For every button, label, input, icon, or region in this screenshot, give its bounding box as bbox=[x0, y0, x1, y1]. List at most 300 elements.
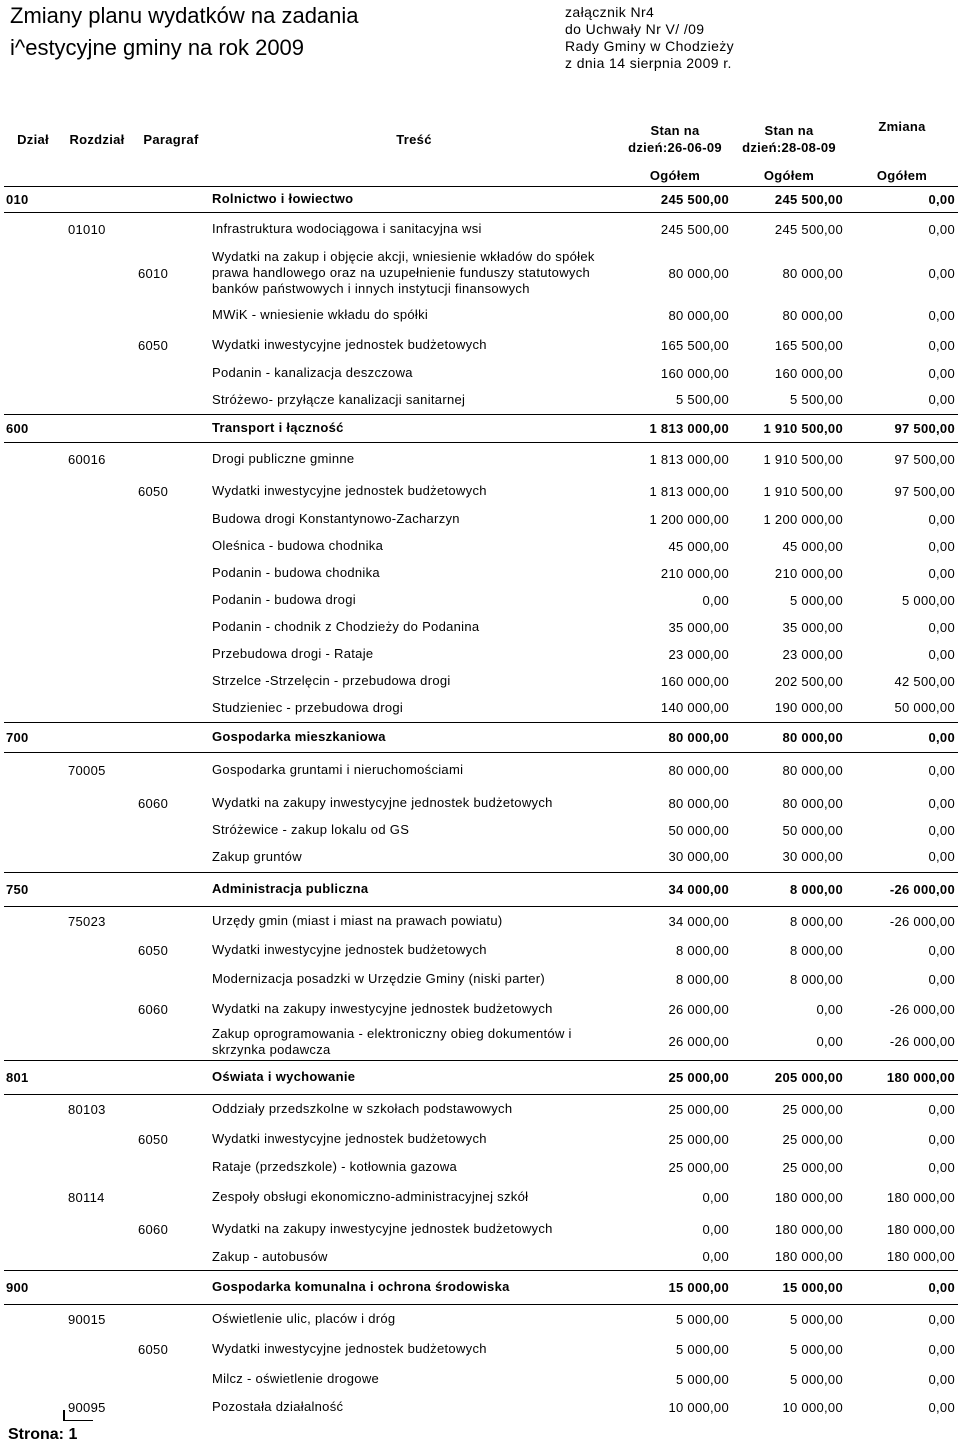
header-stan-2: Stan na dzień:28-08-09 bbox=[742, 123, 836, 155]
cell-stan-1: 160 000,00 bbox=[660, 673, 729, 689]
cell-dzial bbox=[4, 1124, 62, 1154]
cell-stan-2: 165 500,00 bbox=[774, 337, 843, 353]
cell-tresc: Urzędy gmin (miast i miast na prawach powiatu) bbox=[212, 913, 503, 929]
cell-stan-2: 5 000,00 bbox=[789, 1311, 843, 1327]
cell-tresc: Zakup oprogramowania - elektroniczny obieg dokumentów i skrzynka podawcza bbox=[212, 1025, 572, 1057]
cell-tresc: Podanin - budowa drogi bbox=[212, 592, 356, 607]
section-row bbox=[4, 186, 958, 212]
cell-stan-1: 50 000,00 bbox=[668, 822, 729, 838]
cell-tresc: Gospodarka komunalna i ochrona środowiska bbox=[212, 1279, 510, 1294]
cell-rozdzial bbox=[62, 560, 132, 586]
cell-dzial bbox=[4, 442, 62, 476]
cell-stan-2: 15 000,00 bbox=[782, 1279, 843, 1295]
cell-rozdzial bbox=[62, 186, 132, 212]
cell-tresc: Rolnictwo i łowiectwo bbox=[212, 191, 354, 206]
item-row bbox=[4, 694, 958, 722]
cell-paragraf bbox=[132, 640, 210, 668]
cell-paragraf bbox=[132, 586, 210, 614]
section-row bbox=[4, 872, 958, 906]
item-row bbox=[4, 560, 958, 586]
cell-stan-2: 25 000,00 bbox=[782, 1101, 843, 1117]
cell-paragraf: 6060 bbox=[138, 1221, 169, 1237]
cell-dzial bbox=[4, 1394, 62, 1420]
title-line-1: Zmiany planu wydatków na zadania bbox=[10, 3, 359, 28]
cell-stan-2: 160 000,00 bbox=[774, 365, 843, 381]
cell-dzial bbox=[4, 842, 62, 872]
cell-paragraf bbox=[132, 1060, 210, 1094]
cell-paragraf bbox=[132, 442, 210, 476]
cell-paragraf bbox=[132, 694, 210, 722]
cell-rozdzial bbox=[62, 818, 132, 842]
cell-zmiana: 0,00 bbox=[928, 1101, 955, 1117]
cell-stan-1: 5 500,00 bbox=[675, 392, 729, 408]
header-rozdzial: Rozdział bbox=[69, 131, 125, 147]
cell-zmiana: 0,00 bbox=[928, 191, 955, 207]
paragraph-row bbox=[4, 936, 958, 964]
cell-dzial bbox=[4, 1094, 62, 1124]
item-row bbox=[4, 360, 958, 386]
cell-rozdzial: 75023 bbox=[68, 913, 106, 929]
item-row bbox=[4, 1364, 958, 1394]
chapter-row bbox=[4, 1180, 958, 1214]
cell-zmiana: -26 000,00 bbox=[889, 1001, 955, 1017]
cell-dzial bbox=[4, 360, 62, 386]
cell-stan-2: 5 000,00 bbox=[789, 1371, 843, 1387]
cell-dzial bbox=[4, 476, 62, 506]
cell-dzial bbox=[4, 586, 62, 614]
cell-rozdzial bbox=[62, 722, 132, 752]
cell-zmiana: 0,00 bbox=[928, 619, 955, 635]
cell-dzial bbox=[4, 212, 62, 246]
cell-rozdzial bbox=[62, 614, 132, 640]
cell-dzial bbox=[4, 1334, 62, 1364]
section-row bbox=[4, 1060, 958, 1094]
item-row bbox=[4, 964, 958, 994]
cell-paragraf bbox=[132, 1244, 210, 1270]
cell-stan-1: 25 000,00 bbox=[668, 1159, 729, 1175]
expenditure-table bbox=[4, 112, 958, 1420]
cell-rozdzial bbox=[62, 936, 132, 964]
cell-zmiana: 0,00 bbox=[928, 762, 955, 778]
cell-dzial: 900 bbox=[6, 1279, 29, 1295]
cell-tresc: Wydatki inwestycyjne jednostek budżetowych bbox=[212, 483, 487, 498]
cell-stan-1: 34 000,00 bbox=[668, 881, 729, 897]
cell-zmiana: 97 500,00 bbox=[894, 451, 955, 467]
cell-tresc: Wydatki na zakupy inwestycyjne jednostek budżetowych bbox=[212, 795, 553, 810]
cell-rozdzial bbox=[62, 532, 132, 560]
cell-stan-2: 245 500,00 bbox=[774, 221, 843, 237]
paragraph-row bbox=[4, 994, 958, 1024]
cell-zmiana: 0,00 bbox=[928, 1399, 955, 1415]
cell-stan-2: 180 000,00 bbox=[774, 1189, 843, 1205]
cell-tresc: Wydatki inwestycyjne jednostek budżetowych bbox=[212, 942, 487, 957]
item-row bbox=[4, 1154, 958, 1180]
cell-zmiana: 0,00 bbox=[928, 511, 955, 527]
header-tresc: Treść bbox=[396, 131, 432, 147]
cell-tresc: Rataje (przedszkole) - kotłownia gazowa bbox=[212, 1159, 458, 1174]
cell-zmiana: 0,00 bbox=[928, 337, 955, 353]
cell-tresc: Stróżewo- przyłącze kanalizacji sanitarnej bbox=[212, 391, 466, 407]
chapter-row bbox=[4, 752, 958, 788]
cell-paragraf bbox=[132, 818, 210, 842]
cell-stan-2: 1 200 000,00 bbox=[763, 511, 843, 527]
paragraph-row bbox=[4, 476, 958, 506]
cell-tresc: Podanin - chodnik z Chodzieży do Podanina bbox=[212, 619, 480, 634]
cell-tresc: Modernizacja posadzki w Urzędzie Gminy (niski parter) bbox=[212, 971, 546, 986]
cell-stan-1: 5 000,00 bbox=[675, 1371, 729, 1387]
item-row bbox=[4, 586, 958, 614]
cell-paragraf bbox=[132, 1304, 210, 1334]
cell-paragraf: 6050 bbox=[138, 337, 169, 353]
chapter-row bbox=[4, 1394, 958, 1420]
cell-rozdzial bbox=[62, 668, 132, 694]
cell-rozdzial bbox=[62, 964, 132, 994]
cell-paragraf bbox=[132, 1024, 210, 1060]
cell-stan-1: 80 000,00 bbox=[668, 795, 729, 811]
cell-tresc: Podanin - kanalizacja deszczowa bbox=[212, 365, 413, 380]
cell-dzial: 750 bbox=[6, 881, 29, 897]
cell-rozdzial bbox=[62, 872, 132, 906]
cell-paragraf bbox=[132, 1270, 210, 1304]
cell-tresc: Drogi publiczne gminne bbox=[212, 451, 355, 467]
chapter-row bbox=[4, 442, 958, 476]
cell-zmiana: 0,00 bbox=[928, 971, 955, 987]
cell-tresc: Wydatki na zakupy inwestycyjne jednostek budżetowych bbox=[212, 1221, 553, 1236]
cell-stan-2: 180 000,00 bbox=[774, 1221, 843, 1237]
section-row bbox=[4, 722, 958, 752]
cell-stan-1: 0,00 bbox=[702, 1189, 729, 1205]
cell-tresc: Zakup gruntów bbox=[212, 848, 302, 864]
cell-stan-1: 8 000,00 bbox=[675, 971, 729, 987]
cell-rozdzial: 90015 bbox=[68, 1311, 106, 1327]
cell-rozdzial bbox=[62, 1270, 132, 1304]
header-ogolem: Ogółem bbox=[649, 168, 701, 184]
cell-stan-1: 26 000,00 bbox=[668, 1034, 729, 1050]
cell-dzial bbox=[4, 818, 62, 842]
cell-stan-1: 140 000,00 bbox=[660, 700, 729, 716]
cell-dzial bbox=[4, 788, 62, 818]
annex-line: z dnia 14 sierpnia 2009 r. bbox=[565, 55, 732, 71]
cell-stan-1: 245 500,00 bbox=[660, 221, 729, 237]
cell-rozdzial bbox=[62, 1334, 132, 1364]
cell-zmiana: 50 000,00 bbox=[894, 700, 955, 716]
cell-paragraf bbox=[132, 1094, 210, 1124]
cell-zmiana: 5 000,00 bbox=[901, 592, 955, 608]
table-body bbox=[4, 186, 958, 1420]
cell-dzial bbox=[4, 640, 62, 668]
paragraph-row bbox=[4, 1124, 958, 1154]
cell-paragraf bbox=[132, 560, 210, 586]
cell-rozdzial bbox=[62, 414, 132, 442]
cell-zmiana: 180 000,00 bbox=[886, 1189, 955, 1205]
cell-stan-1: 25 000,00 bbox=[668, 1131, 729, 1147]
item-row bbox=[4, 386, 958, 414]
cell-stan-2: 8 000,00 bbox=[789, 881, 843, 897]
cell-zmiana: 0,00 bbox=[928, 1341, 955, 1357]
cell-rozdzial bbox=[62, 386, 132, 414]
cell-zmiana: 42 500,00 bbox=[894, 673, 955, 689]
item-row bbox=[4, 614, 958, 640]
cell-zmiana: 180 000,00 bbox=[886, 1221, 955, 1237]
cell-tresc: Wydatki inwestycyjne jednostek budżetowych bbox=[212, 337, 487, 352]
cell-stan-1: 80 000,00 bbox=[668, 265, 729, 281]
cell-dzial bbox=[4, 330, 62, 360]
cell-tresc: Podanin - budowa chodnika bbox=[212, 565, 380, 580]
annex-line: Rady Gminy w Chodzieży bbox=[565, 38, 735, 54]
cell-zmiana: 0,00 bbox=[928, 538, 955, 554]
cell-zmiana: 0,00 bbox=[928, 221, 955, 237]
cell-paragraf bbox=[132, 300, 210, 330]
cell-stan-2: 80 000,00 bbox=[782, 762, 843, 778]
item-row bbox=[4, 842, 958, 872]
header-ogolem: Ogółem bbox=[763, 168, 815, 184]
cell-stan-1: 26 000,00 bbox=[668, 1001, 729, 1017]
chapter-row bbox=[4, 1094, 958, 1124]
header-zmiana: Zmiana bbox=[878, 119, 926, 134]
cell-tresc: Oświetlenie ulic, placów i dróg bbox=[212, 1311, 396, 1327]
cell-zmiana: 0,00 bbox=[928, 1159, 955, 1175]
item-row bbox=[4, 640, 958, 668]
cell-dzial bbox=[4, 300, 62, 330]
cell-paragraf bbox=[132, 506, 210, 532]
cell-stan-1: 210 000,00 bbox=[660, 565, 729, 581]
cell-stan-1: 160 000,00 bbox=[660, 365, 729, 381]
cell-dzial: 700 bbox=[6, 729, 29, 745]
cell-zmiana: 0,00 bbox=[928, 646, 955, 662]
paragraph-row bbox=[4, 246, 958, 300]
cell-paragraf: 6060 bbox=[138, 1001, 169, 1017]
cell-zmiana: 0,00 bbox=[928, 942, 955, 958]
cell-zmiana: 0,00 bbox=[928, 392, 955, 408]
cell-stan-1: 23 000,00 bbox=[668, 646, 729, 662]
cell-paragraf bbox=[132, 1180, 210, 1214]
cell-zmiana: 97 500,00 bbox=[894, 483, 955, 499]
cell-stan-2: 80 000,00 bbox=[782, 307, 843, 323]
cell-tresc: Administracja publiczna bbox=[212, 881, 369, 896]
cell-stan-2: 50 000,00 bbox=[782, 822, 843, 838]
cell-stan-2: 1 910 500,00 bbox=[763, 451, 843, 467]
cell-rozdzial: 90095 bbox=[68, 1399, 106, 1415]
cell-stan-1: 165 500,00 bbox=[660, 337, 729, 353]
cell-rozdzial bbox=[62, 1364, 132, 1394]
cell-stan-2: 8 000,00 bbox=[789, 913, 843, 929]
cell-tresc: Infrastruktura wodociągowa i sanitacyjna wsi bbox=[212, 221, 482, 237]
cell-zmiana: 0,00 bbox=[928, 307, 955, 323]
cell-stan-1: 80 000,00 bbox=[668, 307, 729, 323]
cell-rozdzial bbox=[62, 1024, 132, 1060]
table-subheader-row bbox=[4, 166, 958, 186]
cell-rozdzial bbox=[62, 694, 132, 722]
annex-line: do Uchwały Nr V/ /09 bbox=[565, 21, 705, 37]
document-title bbox=[10, 0, 359, 64]
cell-stan-1: 30 000,00 bbox=[668, 849, 729, 865]
cell-paragraf bbox=[132, 1394, 210, 1420]
header-stan-1: Stan na dzień:26-06-09 bbox=[628, 123, 722, 155]
cell-stan-1: 80 000,00 bbox=[668, 729, 729, 745]
cell-stan-2: 202 500,00 bbox=[774, 673, 843, 689]
cell-rozdzial bbox=[62, 640, 132, 668]
cell-stan-1: 1 200 000,00 bbox=[649, 511, 729, 527]
cell-paragraf bbox=[132, 186, 210, 212]
cell-dzial bbox=[4, 506, 62, 532]
cell-zmiana: 180 000,00 bbox=[886, 1069, 955, 1085]
cell-paragraf: 6010 bbox=[138, 265, 169, 281]
cell-stan-1: 5 000,00 bbox=[675, 1341, 729, 1357]
cell-stan-2: 23 000,00 bbox=[782, 646, 843, 662]
cell-stan-2: 5 000,00 bbox=[789, 592, 843, 608]
cell-stan-2: 0,00 bbox=[816, 1001, 843, 1017]
cell-stan-1: 25 000,00 bbox=[668, 1101, 729, 1117]
cell-stan-2: 25 000,00 bbox=[782, 1131, 843, 1147]
cell-paragraf bbox=[132, 614, 210, 640]
cell-dzial bbox=[4, 532, 62, 560]
cell-paragraf: 6050 bbox=[138, 1341, 169, 1357]
cell-stan-1: 5 000,00 bbox=[675, 1311, 729, 1327]
cell-zmiana: 0,00 bbox=[928, 1371, 955, 1387]
cell-rozdzial bbox=[62, 1154, 132, 1180]
cell-paragraf bbox=[132, 964, 210, 994]
cell-dzial bbox=[4, 1180, 62, 1214]
cell-tresc: Zespoły obsługi ekonomiczno-administracyjnej szkół bbox=[212, 1189, 529, 1204]
item-row bbox=[4, 818, 958, 842]
cell-zmiana: 0,00 bbox=[928, 729, 955, 745]
cell-stan-1: 25 000,00 bbox=[668, 1069, 729, 1085]
item-row bbox=[4, 1024, 958, 1060]
cell-tresc: Pozostała działalność bbox=[212, 1399, 344, 1414]
cell-dzial bbox=[4, 614, 62, 640]
cell-tresc: Wydatki inwestycyjne jednostek budżetowych bbox=[212, 1131, 487, 1146]
cell-dzial bbox=[4, 1244, 62, 1270]
cell-dzial bbox=[4, 936, 62, 964]
cell-tresc: Gospodarka gruntami i nieruchomościami bbox=[212, 762, 464, 778]
cell-zmiana: -26 000,00 bbox=[889, 1034, 955, 1050]
cell-rozdzial bbox=[62, 1060, 132, 1094]
cell-dzial bbox=[4, 386, 62, 414]
cell-zmiana: 0,00 bbox=[928, 1311, 955, 1327]
cell-stan-1: 1 813 000,00 bbox=[649, 483, 729, 499]
header-paragraf: Paragraf bbox=[143, 131, 199, 147]
cell-dzial bbox=[4, 1364, 62, 1394]
cell-paragraf bbox=[132, 360, 210, 386]
cell-stan-2: 180 000,00 bbox=[774, 1249, 843, 1265]
cell-stan-1: 15 000,00 bbox=[668, 1279, 729, 1295]
cell-tresc: Wydatki inwestycyjne jednostek budżetowych bbox=[212, 1341, 487, 1356]
cell-zmiana: 0,00 bbox=[928, 265, 955, 281]
cell-rozdzial bbox=[62, 506, 132, 532]
cell-tresc: Oleśnica - budowa chodnika bbox=[212, 538, 384, 553]
cell-rozdzial: 60016 bbox=[68, 451, 106, 467]
cell-tresc: Zakup - autobusów bbox=[212, 1248, 328, 1264]
cell-dzial bbox=[4, 1024, 62, 1060]
table-header-row bbox=[4, 112, 958, 166]
cell-dzial bbox=[4, 964, 62, 994]
cell-dzial bbox=[4, 694, 62, 722]
cell-paragraf bbox=[132, 212, 210, 246]
cell-stan-1: 0,00 bbox=[702, 1249, 729, 1265]
cell-zmiana: 0,00 bbox=[928, 849, 955, 865]
title-line-2: i^estycyjne gminy na rok 2009 bbox=[10, 35, 305, 60]
cell-stan-2: 0,00 bbox=[816, 1034, 843, 1050]
cell-dzial bbox=[4, 560, 62, 586]
header-dzial: Dział bbox=[17, 131, 49, 147]
annex-line: załącznik Nr4 bbox=[565, 4, 655, 20]
cell-tresc: Transport i łączność bbox=[212, 420, 344, 435]
cell-rozdzial bbox=[62, 1214, 132, 1244]
cell-rozdzial bbox=[62, 246, 132, 300]
cell-stan-1: 80 000,00 bbox=[668, 762, 729, 778]
cell-zmiana: 180 000,00 bbox=[886, 1249, 955, 1265]
cell-stan-1: 245 500,00 bbox=[660, 191, 729, 207]
cell-tresc: Przebudowa drogi - Rataje bbox=[212, 646, 374, 661]
cell-dzial: 010 bbox=[6, 191, 29, 207]
cell-dzial bbox=[4, 906, 62, 936]
cell-paragraf: 6050 bbox=[138, 483, 169, 499]
cell-stan-2: 8 000,00 bbox=[789, 942, 843, 958]
section-row bbox=[4, 414, 958, 442]
cell-paragraf bbox=[132, 668, 210, 694]
cell-rozdzial: 01010 bbox=[68, 221, 106, 237]
cell-stan-1: 1 813 000,00 bbox=[649, 420, 729, 436]
cell-rozdzial bbox=[62, 330, 132, 360]
cell-stan-1: 10 000,00 bbox=[668, 1399, 729, 1415]
cell-paragraf bbox=[132, 752, 210, 788]
cell-dzial bbox=[4, 1154, 62, 1180]
cell-stan-2: 80 000,00 bbox=[782, 795, 843, 811]
page-number: Strona: 1 bbox=[8, 1426, 78, 1443]
cell-stan-2: 80 000,00 bbox=[782, 729, 843, 745]
chapter-row bbox=[4, 1304, 958, 1334]
chapter-row bbox=[4, 906, 958, 936]
cell-dzial bbox=[4, 246, 62, 300]
chapter-row bbox=[4, 212, 958, 246]
cell-stan-1: 35 000,00 bbox=[668, 619, 729, 635]
cell-tresc: Wydatki na zakupy inwestycyjne jednostek budżetowych bbox=[212, 1001, 553, 1016]
cell-stan-2: 5 500,00 bbox=[789, 392, 843, 408]
paragraph-row bbox=[4, 1334, 958, 1364]
cell-tresc: Studzieniec - przebudowa drogi bbox=[212, 699, 404, 715]
cell-stan-2: 245 500,00 bbox=[774, 191, 843, 207]
cell-dzial bbox=[4, 668, 62, 694]
cell-stan-2: 5 000,00 bbox=[789, 1341, 843, 1357]
cell-rozdzial bbox=[62, 1124, 132, 1154]
cell-zmiana: 0,00 bbox=[928, 565, 955, 581]
cell-stan-2: 30 000,00 bbox=[782, 849, 843, 865]
cell-tresc: Oddziały przedszkolne w szkołach podstawowych bbox=[212, 1101, 513, 1117]
cell-stan-1: 8 000,00 bbox=[675, 942, 729, 958]
paragraph-row bbox=[4, 330, 958, 360]
cell-stan-2: 210 000,00 bbox=[774, 565, 843, 581]
cell-stan-1: 0,00 bbox=[702, 1221, 729, 1237]
cell-tresc: Strzelce -Strzelęcin - przebudowa drogi bbox=[212, 673, 451, 688]
cell-dzial: 801 bbox=[6, 1069, 29, 1085]
cell-stan-2: 1 910 500,00 bbox=[763, 420, 843, 436]
cell-rozdzial: 80103 bbox=[68, 1101, 106, 1117]
cell-tresc: Gospodarka mieszkaniowa bbox=[212, 729, 386, 744]
cell-tresc: Milcz - oświetlenie drogowe bbox=[212, 1371, 380, 1386]
cell-dzial bbox=[4, 1214, 62, 1244]
cell-stan-2: 190 000,00 bbox=[774, 700, 843, 716]
cell-tresc: MWiK - wniesienie wkładu do spółki bbox=[212, 307, 429, 322]
cell-dzial bbox=[4, 752, 62, 788]
cell-rozdzial bbox=[62, 586, 132, 614]
cell-stan-1: 1 813 000,00 bbox=[649, 451, 729, 467]
cell-zmiana: 97 500,00 bbox=[894, 420, 955, 436]
cell-dzial bbox=[4, 994, 62, 1024]
cell-paragraf bbox=[132, 532, 210, 560]
cell-paragraf bbox=[132, 906, 210, 936]
cell-zmiana: 0,00 bbox=[928, 822, 955, 838]
cell-tresc: Stróżewice - zakup lokalu od GS bbox=[212, 822, 410, 837]
